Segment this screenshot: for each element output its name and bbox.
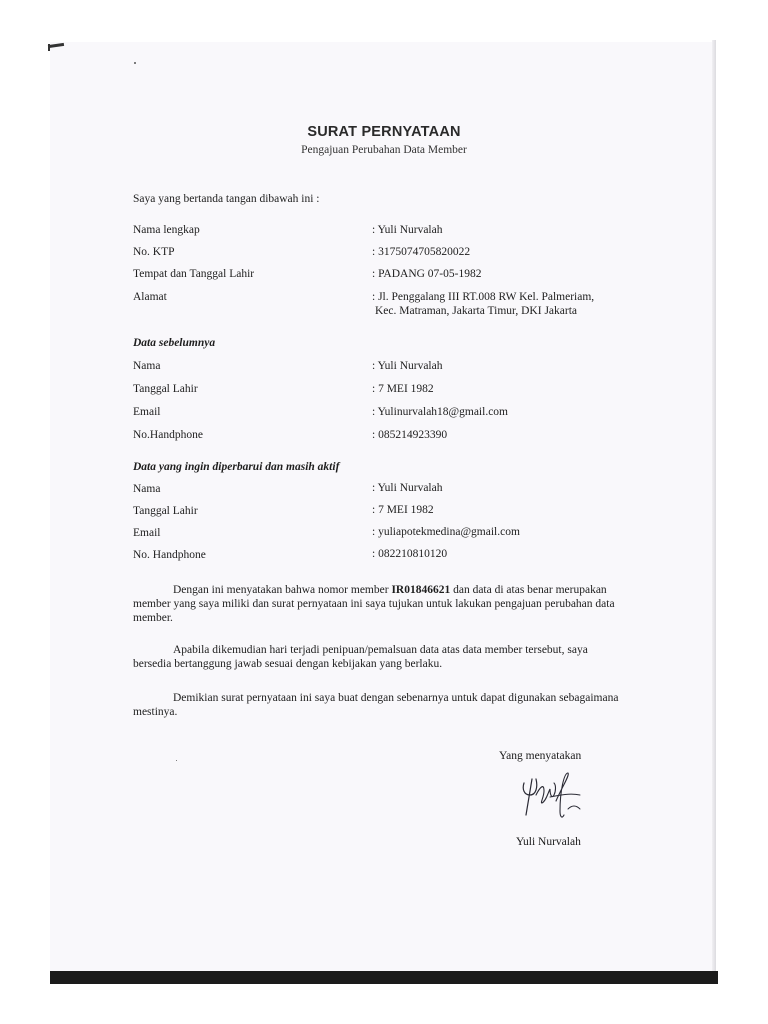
field-label-address: Alamat (133, 291, 167, 303)
paragraph-statement (133, 583, 625, 625)
closing-phrase: Yang menyatakan (499, 750, 582, 762)
intro-text: Saya yang bertanda tangan dibawah ini : (133, 193, 320, 205)
field-value-address-line2: Kec. Matraman, Jakarta Timur, DKI Jakarta (375, 305, 578, 317)
prev-label-name: Nama (133, 360, 161, 372)
field-value-address-line1: : Jl. Penggalang III RT.008 RW Kel. Palmeriam, (372, 291, 595, 303)
field-label-birth: Tempat dan Tanggal Lahir (133, 268, 255, 280)
prev-label-phone: No.Handphone (133, 429, 203, 441)
new-value-birthdate: : 7 MEI 1982 (372, 504, 434, 516)
prev-value-email: : Yulinurvalah18@gmail.com (372, 406, 509, 418)
prev-label-birthdate: Tanggal Lahir (133, 383, 198, 395)
letter-title: SURAT PERNYATAAN (307, 124, 461, 140)
new-label-birthdate: Tanggal Lahir (133, 505, 198, 517)
field-label-ktp: No. KTP (133, 246, 175, 258)
field-label-full-name: Nama lengkap (133, 224, 200, 236)
prev-label-email: Email (133, 406, 161, 418)
new-label-phone: No. Handphone (133, 549, 206, 561)
new-value-phone: : 082210810120 (372, 548, 448, 560)
new-label-name: Nama (133, 483, 161, 495)
signer-name: Yuli Nurvalah (516, 836, 581, 848)
field-value-full-name: : Yuli Nurvalah (372, 224, 443, 236)
prev-value-birthdate: : 7 MEI 1982 (372, 383, 434, 395)
paragraph-closing: Demikian surat pernyataan ini saya buat dengan sebenarnya untuk dapat digunakan sebagaimana mestinya. (133, 692, 619, 718)
statement-text-start: Dengan ini menyatakan bahwa nomor member (173, 584, 392, 596)
letter-subtitle: Pengajuan Perubahan Data Member (301, 144, 467, 156)
prev-value-phone: : 085214923390 (372, 429, 448, 441)
new-value-email: : yuliapotekmedina@gmail.com (372, 526, 520, 538)
new-value-name: : Yuli Nurvalah (372, 482, 443, 494)
section-heading-previous: Data sebelumnya (133, 337, 216, 349)
handwritten-signature (510, 765, 590, 823)
new-label-email: Email (133, 527, 161, 539)
section-heading-new: Data yang ingin diperbarui dan masih aktif (133, 461, 340, 473)
paragraph-liability: Apabila dikemudian hari terjadi penipuan/pemalsuan data atas data member tersebut, saya bersedia bertanggung jawab sesuai dengan kebijakan yang berlaku. (133, 644, 588, 670)
member-number: IR01846621 (391, 584, 451, 596)
field-value-birth: : PADANG 07-05-1982 (372, 268, 482, 280)
prev-value-name: : Yuli Nurvalah (372, 360, 443, 372)
statement-text-end: dan data di atas benar merupakan member yang saya miliki dan surat pernyataan ini saya tujukan untuk lakukan pengajuan perubahan data member. (133, 584, 615, 624)
field-value-ktp: : 3175074705820022 (372, 246, 471, 258)
